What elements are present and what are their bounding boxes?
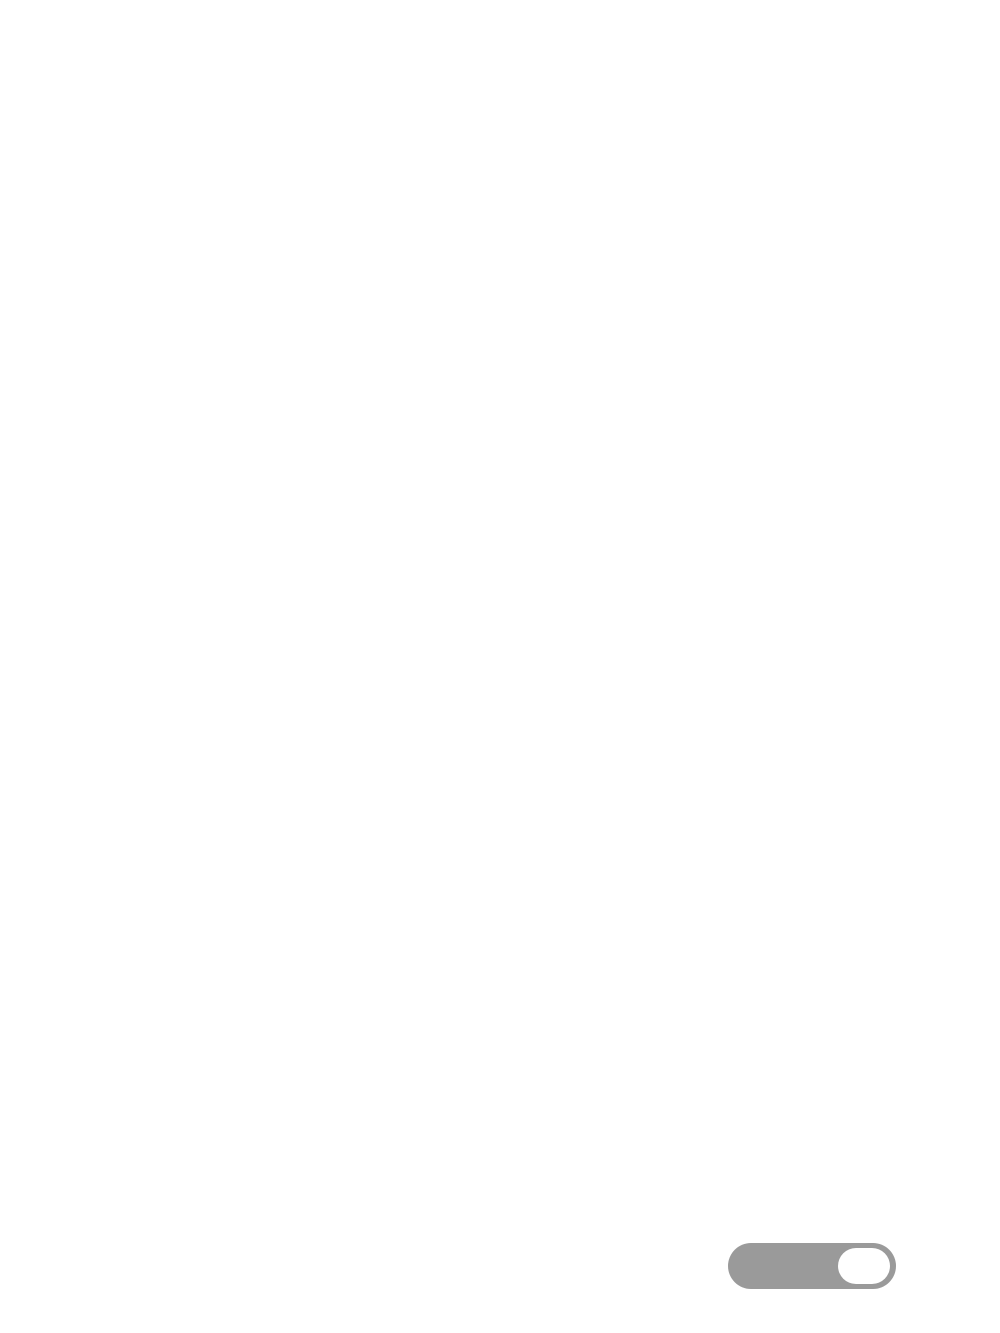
dou-badge	[728, 1243, 896, 1289]
body-text	[117, 118, 895, 213]
page-footer	[172, 1240, 896, 1292]
page-number	[838, 1248, 890, 1284]
section-heading	[117, 165, 895, 213]
